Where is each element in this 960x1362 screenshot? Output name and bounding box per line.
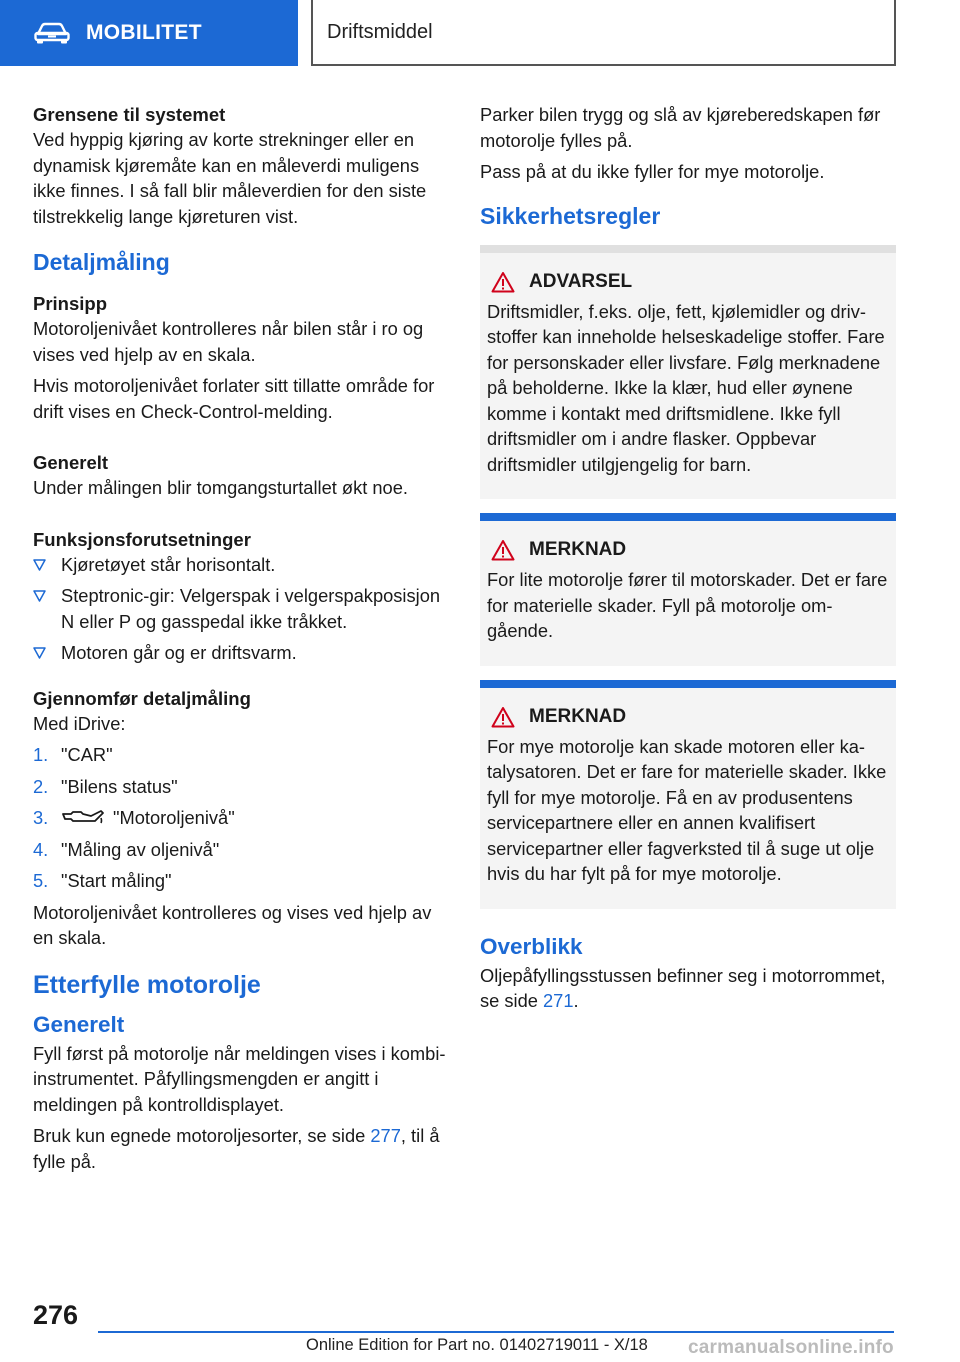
page-link-277[interactable]: 277 <box>370 1125 401 1146</box>
footer-divider <box>98 1331 894 1333</box>
notice-title: MERKNAD <box>529 705 627 727</box>
limits-heading: Grensene til systemet <box>33 104 226 125</box>
overview-heading: Overblikk <box>480 933 583 959</box>
list-item: 5. "Start måling" <box>33 870 172 891</box>
notice-text: For lite motorolje fører til motorskader. Det er fare for materielle skader. Fyll på motorolje omgående. <box>487 569 888 641</box>
oil-can-icon <box>61 808 105 826</box>
triangle-bullet-icon <box>33 590 46 602</box>
page-link-271[interactable]: 271 <box>543 990 574 1011</box>
perform-intro: Med iDrive: <box>33 712 126 734</box>
list-item: 4. "Måling av oljenivå" <box>33 838 220 860</box>
list-item: 3. "Motoroljenivå" <box>33 807 235 828</box>
chapter-tab[interactable] <box>311 0 896 66</box>
warning-text: Driftsmidler, f.eks. olje, fett, kjølemidler og drivstoffer kan inneholde helseskadelige stoffer. Fare for personskader eller livsfare. Følg merknadene på beholderne. Ikke la klær, hud eller øynene komme i kontakt med driftsmidlene. Ikke fyll driftsmidler om i andre flasker. Oppbevar driftsmidler utilgjengelig for barn. <box>487 300 885 475</box>
notice-box <box>480 680 896 909</box>
triangle-bullet-icon <box>33 647 46 659</box>
prereq-list <box>33 552 451 666</box>
list-item: Motoren går og er driftsvarm. <box>33 640 451 666</box>
watermark: carmanualsonline.info <box>688 1337 894 1358</box>
limits-text: Ved hyppig kjøring av korte strekninger eller en dynamisk kjøremåte kan en måleverdi muligens ikke finnes. I så fall blir måleverdien for den siste tilstrekkelig lange kjøreturen vist. <box>33 129 427 227</box>
refill-text-2: Bruk kun egnede motoroljesorter, se side 277, til å fylle på. <box>33 1125 440 1172</box>
warning-box <box>480 245 896 500</box>
perform-result: Motoroljenivået kontrolleres og vises ved hjelp av en skala. <box>33 901 432 948</box>
edition-text: Online Edition for Part no. 01402719011 - X/18 <box>306 1336 648 1354</box>
principle-text-2: Hvis motoroljenivået forlater sitt tillatte område for drift vises en Check-Control-melding. <box>33 375 435 422</box>
page-number: 276 <box>33 1300 79 1330</box>
steps-list <box>33 742 451 894</box>
perform-heading: Gjennomfør detaljmåling <box>33 687 251 709</box>
page-header <box>0 0 960 66</box>
left-column <box>33 102 451 1180</box>
refill-heading: Etterfylle motorolje <box>33 970 261 999</box>
general-heading: Generelt <box>33 452 109 473</box>
general-text: Under målingen blir tomgangsturtallet økt noe. <box>33 477 408 498</box>
refill-general-heading: Generelt <box>33 1011 125 1037</box>
chapter-title: Driftsmiddel <box>327 20 433 43</box>
principle-heading: Prinsipp <box>33 293 108 314</box>
principle-text-1: Motoroljenivået kontrolleres når bilen står i ro og vises ved hjelp av en skala. <box>33 318 424 365</box>
safety-heading: Sikkerhetsregler <box>480 202 661 229</box>
list-item: 1. "CAR" <box>33 744 113 765</box>
warning-triangle-icon <box>491 539 515 561</box>
section-tab[interactable] <box>0 0 298 66</box>
notice-title: MERKNAD <box>529 539 627 560</box>
list-item: 2. "Bilens status" <box>33 775 178 797</box>
right-column <box>480 102 896 1020</box>
warning-title: ADVARSEL <box>529 270 633 292</box>
section-title: MOBILITET <box>86 21 202 44</box>
prereq-heading: Funksjonsforutsetninger <box>33 528 251 550</box>
notice-box <box>480 513 896 666</box>
refill-text-1: Fyll først på motorolje når meldingen vises i kombi-instrumentet. Påfyllingsmengden er angitt i meldingen på kontrolldisplayet. <box>33 1042 446 1115</box>
list-item: Steptronic-gir: Velgerspak i velgerspakposisjon N eller P og gasspedal ikke tråkket. <box>33 583 451 634</box>
detail-heading: Detaljmåling <box>33 249 170 275</box>
list-item: Kjøretøyet står horisontalt. <box>33 552 451 578</box>
overview-text: Oljepåfyllingsstussen befinner seg i motorrommet, se side 271. <box>480 964 886 1011</box>
warning-triangle-icon <box>491 271 515 293</box>
warning-triangle-icon <box>491 706 515 728</box>
triangle-bullet-icon <box>33 559 46 571</box>
overfill-text: Pass på at du ikke fyller for mye motorolje. <box>480 161 825 182</box>
park-text: Parker bilen trygg og slå av kjøreberedskapen før motorolje fylles på. <box>480 104 881 151</box>
car-icon <box>34 22 70 44</box>
notice-text: For mye motorolje kan skade motoren eller katalysatoren. Det er fare for materielle skader. Ikke fyll for mye motorolje. Få en av produsentens servicepartnere eller en annen kvalifisert servicepartner eller fagverksted til å suge ut olje hvis du har fylt på for mye motorolje. <box>487 735 887 884</box>
